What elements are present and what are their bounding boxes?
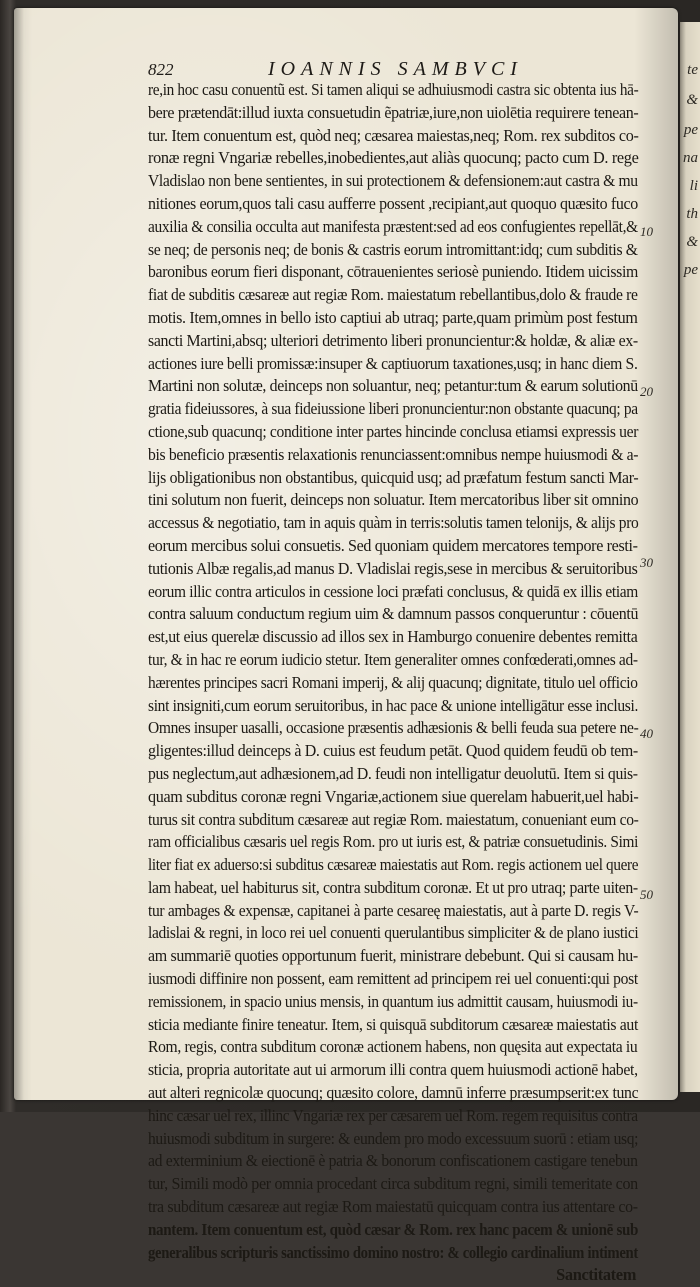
facing-page-fragment: & [686,92,698,108]
text-line: Rom, regis, contra subditum coronæ actionem habens, non quęsita aut expectata iu [148,1037,638,1057]
gutter-shadow [14,8,24,1100]
line-number: 20 [640,384,653,399]
facing-page-fragment: pe [683,122,698,138]
text-line: ad exterminium & eiectionē è patria & bonorum confiscationem castigare tenebun [148,1151,638,1171]
text-line: sticia mediante finire teneatur. Item, si quisquā subditorum cæsareæ maiestatis aut [148,1014,639,1034]
text-line: turus sit contra subditum cæsareæ aut regiæ Rom. maiestatum, conueniant eum co- [148,809,639,829]
facing-page-fragment: pe [683,262,698,278]
text-line: liter fiat ex aduerso:si subditus cæsareæ maiestatis aut Rom. regis actionem uel quere [148,855,639,875]
text-line: ram officialibus cæsaris uel regis Rom. pro ut iuris est, & patriæ consuetudinis. Simi [148,832,639,852]
text-line: Vladislao non bene sentientes, in sui protectionem & defensionem:aut castra & mu [148,171,638,191]
text-block [148,79,638,1287]
text-line: am summariē quoties opportunum fuerit, ministrare debebunt. Qui si causam hu- [148,946,638,966]
text-line: bis beneficio præsentis relaxationis renunciassent:omnibus nempe huiusmodi & a- [148,444,639,464]
text-line: fiat de subditis cæsareæ aut regiæ Rom. maiestatum rebellantibus,dolo & fraude re [148,285,638,305]
running-title: IOANNIS SAMBVCI [268,58,523,80]
facing-page-fragment: te [687,62,698,78]
text-line: iusmodi diffinire non possent, eam remittent ad principem rei uel conuenti:qui post [148,969,638,989]
text-line: sancti Martini,absq; ulteriori detrimento liberi pronuncientur:& holdæ, & aliæ ex- [148,330,638,350]
text-line: eorum mercibus solui consuetis. Sed quoniam quidem mercatores tempore resti- [148,535,638,555]
text-line: lijs obligationibus non obstantibus, quicquid usq; ad præfatum festum sancti Mar- [148,467,639,487]
line-number: 30 [640,555,653,570]
facing-page-fragment: na [683,150,698,166]
text-line: remissionem, in spacio unius mensis, in quantum ius admittit causam, huiusmodi iu- [148,991,638,1011]
text-line: accessus & negotiatio, tam in aquis quàm in terris:solutis tamen telonijs, & alijs pro [148,513,639,533]
text-line: gratia fideiussores, à sua fideiussione liberi pronuncientur:non obstante quacunq; pa [148,399,638,419]
text-line: tur, Simili modò per omnia procedant circa subditum regni, simili temeritate con [148,1174,638,1194]
text-line: est,ut eius querelæ discussio ad illos sex in Hamburgo conuenire debentes remitta [148,627,638,647]
text-line: generalibus scripturis sanctissimo domino nostro: & collegio cardinalium intiment [148,1242,638,1262]
text-line: tur, & in hac re eorum iudicio stetur. Item generaliter omnes confœderati,omnes ad- [148,649,638,669]
line-number: 10 [640,224,653,239]
text-line: aut alteri regnicolæ quocunq; quæsito colore, damnū inferre præsumpserit:ex tunc [148,1083,639,1103]
text-line: tur ambages & expensæ, capitanei à parte cesareę maiestatis, aut à parte D. regis V- [148,900,639,920]
text-line: huiusmodi subditum in surgere: & eundem pro modo excessuum suorū : etiam usq; [148,1128,639,1148]
text-line: hinc cæsar uel rex, illinc Vngariæ rex per cæsarem uel Rom. regem requisitus contra [148,1105,638,1125]
text-line: pus neglectum,aut adhæsionem,ad D. feudi non intelligatur deuolutū. Item si quis- [148,763,638,783]
text-line: nantem. Item conuentum est, quòd cæsar & Rom. rex hanc pacem & unionē sub [148,1219,639,1239]
text-line: nitiones eorum,quos tali casu aufferre possent ,recipiant,aut quoquo quæsito fuco [148,193,638,213]
text-line: baronibus eorum fieri disponant, cōtrauenientes seriosè puniendo. Itidem uicissim [148,262,638,282]
facing-page-fragment: li [689,178,698,194]
text-line: actiones iure belli promissæ:insuper & captiuorum taxationes,usq; in hanc diem S. [148,353,638,373]
page-number: 822 [148,60,174,79]
text-line: tini solutum non fuerit, deinceps non soluatur. Item mercatoribus liber sit omnino [148,490,639,510]
facing-page-fragment: th [686,206,698,222]
text-line: ctione,sub quacunq; conditione inter partes hincinde conclusa etiamsi expressis uer [148,421,639,441]
text-line: auxilia & consilia occulta aut manifesta præstent:sed ad eos confugientes repellāt,& [148,216,638,236]
text-line: sticia, propria autoritate aut ui armorum illi contra quem huiusmodi actionē habet, [148,1060,638,1080]
text-line: lam habeat, uel habiturus sit, contra subditum coronæ. Et ut pro utraq; parte uiten- [148,877,638,897]
text-line: eorum illic contra articulos in cessione loci præfati conclusus, & quidā ex illis etiam [148,581,638,601]
text-line: ladislai & regni, in loco rei uel conuenti querulantibus simpliciter & de plano iustici [148,923,639,943]
text-line: re,in hoc casu conuentũ est. Si tamen aliqui se adhuiusmodi castra sic obtenta ius hā- [148,80,639,99]
text-line: contra saluum conductum regium uim & damnum passos conqueruntur : cōuentū [148,604,639,624]
line-number: 50 [640,887,653,902]
text-line: quam subditus coronæ regni Vngariæ,actionem siue querelam habuerit,uel habi- [148,786,639,806]
text-line: Martini non solutæ, deinceps non soluantur, neq; petantur:tum & earum solutionū [148,376,638,396]
text-line: motis. Item,omnes in bello isto captiui ab utraq; parte,quam primùm post festum [148,307,638,327]
text-line: sint insigniti,cum eorum seruitoribus, in hac pace & unione intelligātur esse inclusi. [148,695,639,715]
text-line: tutionis Albæ regalis,ad manus D. Vladislai regis,sese in mercibus & seruitoribus [148,558,638,578]
catchword: Sanctitatem [556,1265,636,1285]
text-line: ronæ regni Vngariæ rebelles,inobedientes,aut aliàs quocunq; pacto cum D. rege [148,148,639,168]
line-number: 40 [640,726,653,741]
text-line: Omnes insuper uasalli, occasione præsentis adhæsionis & belli feuda sua petere ne- [148,718,639,738]
text-line: tra subditum cæsareæ aut regiæ Rom maiestatū quicquam contra ius attentare co- [148,1197,638,1217]
facing-page-fragment: & [686,234,698,250]
text-line: bere prætendāt:illud iuxta consuetudin ẽpatriæ,iure,non uiolētia requirere tenean- [148,102,639,122]
text-line: gligentes:illud deinceps à D. cuius est feudum petāt. Quod quidem feudū ob tem- [148,741,638,761]
text-line: hærentes principes sacri Romani imperij, & alij quacunq; dignitate, titulo uel officio [148,672,638,692]
text-line: se neq; de personis neq; de bonis & castris eorum intromittant:idq; cum subditis & [148,239,638,259]
facing-page-edge [680,22,700,1092]
text-line: tur. Item conuentum est, quòd neq; cæsarea maiestas,neq; Rom. rex subditos co- [148,125,639,145]
